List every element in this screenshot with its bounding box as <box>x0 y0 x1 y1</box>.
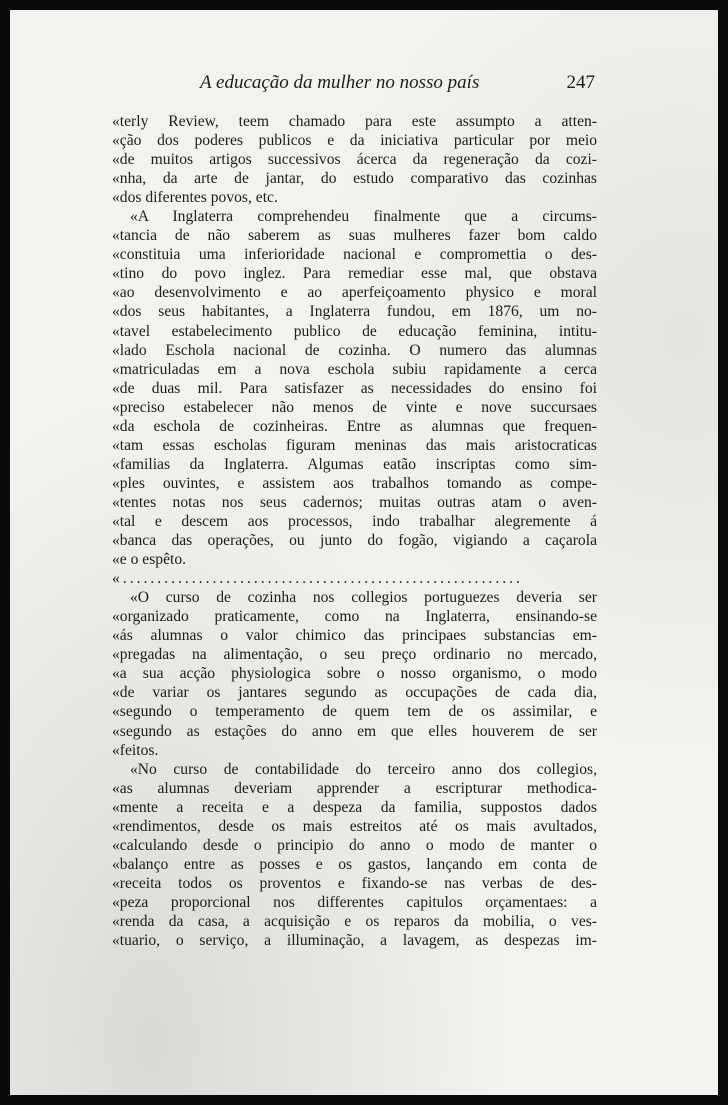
text-line: «tal e descem aos processos, indo trabalhar alegremente á <box>112 512 597 530</box>
text-line: «nha, da arte de jantar, do estudo comparativo das cozinhas <box>112 170 597 188</box>
ellipsis-line: «.......................................................... <box>112 570 523 588</box>
text-line: «de muitos artigos successivos ácerca da regeneração da cozi- <box>112 151 597 169</box>
text-line: «calculando desde o principio do anno o modo de manter o <box>112 836 597 854</box>
text-line: «a sua acção physiologica sobre o nosso organismo, o modo <box>112 665 597 683</box>
text-line: «receita todos os proventos e fixando-se nas verbas de des- <box>112 874 597 892</box>
text-line: «tino do povo inglez. Para remediar esse mal, que obstava <box>112 265 597 283</box>
text-line: «dos seus habitantes, a Inglaterra fundou, em 1876, um no- <box>112 303 597 321</box>
text-line: «preciso estabelecer não menos de vinte e nove succursaes <box>112 398 597 416</box>
text-line: «peza proporcional nos differentes capitulos orçamentaes: a <box>112 893 597 911</box>
text-line: «ás alumnas o valor chimico das principaes substancias em- <box>112 627 597 645</box>
text-line: «No curso de contabilidade do terceiro anno dos collegios, <box>130 760 597 778</box>
text-line: «e o espêto. <box>112 551 187 569</box>
text-line: «tuario, o serviço, a illuminação, a lavagem, as despezas im- <box>112 932 597 950</box>
text-line: «mente a receita e a despeza da familia, suppostos dados <box>112 798 597 816</box>
text-line: «matriculadas em a nova eschola subiu rapidamente a cerca <box>112 360 597 378</box>
book-page <box>10 10 718 1095</box>
text-line: «tavel estabelecimento publico de educação feminina, intitu- <box>112 322 597 340</box>
text-line: «tentes notas nos seus cadernos; muitas outras atam o aven- <box>112 493 597 511</box>
running-title: A educação da mulher no nosso país <box>200 72 480 93</box>
text-line: «pregadas na alimentação, o seu preço ordinario no mercado, <box>112 646 597 664</box>
text-line: «as alumnas deveriam apprender a escripturar methodica- <box>112 779 597 797</box>
text-line: «ção dos poderes publicos e da iniciativa particular por meio <box>112 132 597 150</box>
text-line: «de variar os jantares segundo as occupações de cada dia, <box>112 684 597 702</box>
text-line: «O curso de cozinha nos collegios portuguezes deveria ser <box>130 589 597 607</box>
page-number: 247 <box>566 72 595 93</box>
text-line: «feitos. <box>112 741 159 759</box>
page-header <box>195 72 595 98</box>
text-line: «segundo as estações do anno em que elles houverem de ser <box>112 722 597 740</box>
text-line: «da eschola de cozinheiras. Entre as alumnas que frequen- <box>112 417 597 435</box>
text-line: «banca das operações, ou junto do fogão, vigiando a caçarola <box>112 532 597 550</box>
text-line: «terly Review, teem chamado para este assumpto a atten- <box>112 113 597 130</box>
text-line: «dos diferentes povos, etc. <box>112 189 278 207</box>
text-line: «organizado praticamente, como na Inglaterra, ensinando-se <box>112 608 597 626</box>
body-text <box>112 112 597 950</box>
text-line: «familias da Inglaterra. Algumas eatão inscriptas como sim- <box>112 455 597 473</box>
text-line: «balanço entre as posses e os gastos, lançando em conta de <box>112 855 597 873</box>
text-line: «rendimentos, desde os mais estreitos até os mais avultados, <box>112 817 597 835</box>
text-line: «tancia de não saberem as suas mulheres fazer bom caldo <box>112 227 597 245</box>
text-line: «renda da casa, a acquisição e os reparos da mobilia, o ves- <box>112 912 597 930</box>
text-line: «de duas mil. Para satisfazer as necessidades do ensino foi <box>112 379 597 397</box>
text-line: «segundo o temperamento de quem tem de os assimilar, e <box>112 703 597 721</box>
text-line: «A Inglaterra comprehendeu finalmente que a circums- <box>130 208 597 226</box>
text-line: «ples ouvintes, e assistem aos trabalhos tomando as compe- <box>112 474 597 492</box>
text-line: «ao desenvolvimento e ao aperfeiçoamento physico e moral <box>112 284 597 302</box>
text-line: «constituia uma inferioridade nacional e compromettia o des- <box>112 246 597 264</box>
text-line: «lado Eschola nacional de cozinha. O numero das alumnas <box>112 341 597 359</box>
text-line: «tam essas escholas figuram meninas das mais aristocraticas <box>112 436 597 454</box>
